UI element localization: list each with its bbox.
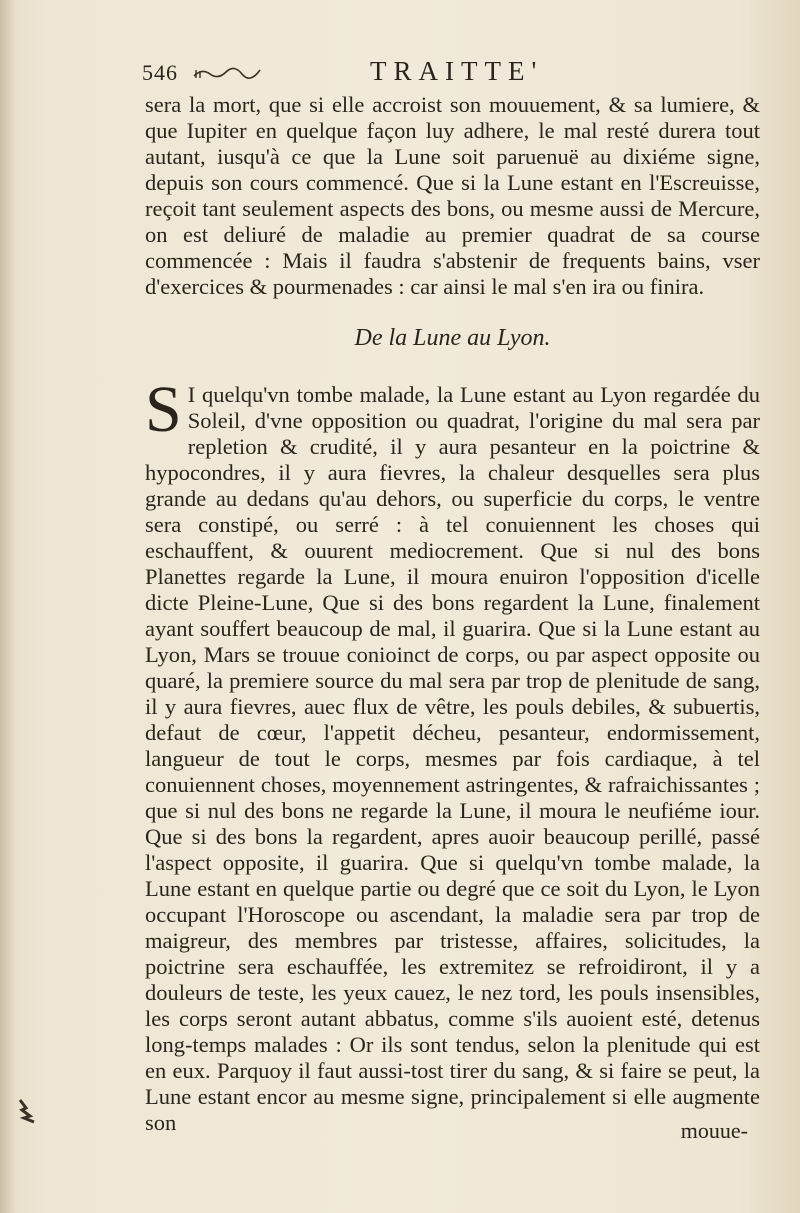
section-heading: De la Lune au Lyon. xyxy=(354,325,551,351)
paragraph-main xyxy=(145,373,760,1136)
drop-cap: S xyxy=(145,373,182,446)
catchword: mouue- xyxy=(680,1118,748,1143)
page-header xyxy=(140,56,760,92)
gutter-shadow xyxy=(0,0,16,1213)
margin-ink-mark-icon xyxy=(16,1098,38,1124)
paragraph-main-text: I quelqu'vn tombe malade, la Lune estant au Lyon regardée du Soleil, d'vne opposition ou quadrat, l'origine du mal sera par repletion & crudité, il y aura pesanteur en la poictrine & hypocondres, il y aura fievres, la chaleur desquelles sera plus grande au dedans qu'au dehors, ou superficie du corps, le ventre sera constipé, ou serré : à tel conuiennent les choses qui eschauffent, & ouurent mediocrement. Que si nul des bons Planettes regarde la Lune, il moura enuiron l'opposition d'icelle dicte Pleine-Lune, Que si des bons regardent la Lune, finalement ayant souffert beaucoup de mal, il guarira. Que si la Lune estant au Lyon, Mars se trouue conioinct de corps, ou par aspect opposite ou quaré, la premiere source du mal sera par trop de plenitude de sang, il y aura fievres, auec flux de vêtre, les pouls debiles, & subuertis, defaut de cœur, l'appetit décheu, pesanteur, endormissement, langueur de tout le corps, mesmes par fois cardiaque, à tel conuiennent choses, moyennement astringentes, & rafraichissantes ; que si nul des bons ne regarde la Lune, il moura le neufiéme iour. Que si des bons la regardent, apres auoir beaucoup perillé, passé l'aspect opposite, il guarira. Que si quelqu'vn tombe malade, la Lune estant en quelque partie ou degré que ce soit du Lyon, le Lyon occupant l'Horoscope ou ascendant, la maladie sera par trop de maigreur, des membres par tristesse, affaires, solicitudes, la poictrine sera eschauffée, les extremitez se refroidiront, il y a douleurs de teste, les yeux cauez, le nez tord, les pouls insensibles, les corps seront autant abbatus, comme s'ils auoient esté, detenus long-temps malades : Or ils sont tendus, selon la plenitude qui est en eux. Parquoy il faut aussi-tost tirer du sang, & si faire se peut, la Lune estant encor au mesme signe, principalement si elle augmente son xyxy=(145,382,760,1135)
running-title: TRAITTE' xyxy=(370,56,544,86)
page-number: 546 xyxy=(142,60,178,85)
header-ornament-icon xyxy=(192,66,262,82)
paragraph-continuation: sera la mort, que si elle accroist son mouuement, & sa lumiere, & que Iupiter en quelque façon luy adhere, le mal resté durera tout autant, iusqu'à ce que la Lune soit paruenuë au dixiéme signe, depuis son cours commencé. Que si la Lune estant en l'Escreuisse, reçoit tant seulement aspects des bons, ou mesme aussi de Mercure, on est deliuré de maladie au premier quadrat de sa course commencée : Mais il faudra s'abstenir de frequents bains, vser d'exercices & pourmenades : car ainsi le mal s'en ira ou finira. xyxy=(145,92,760,299)
